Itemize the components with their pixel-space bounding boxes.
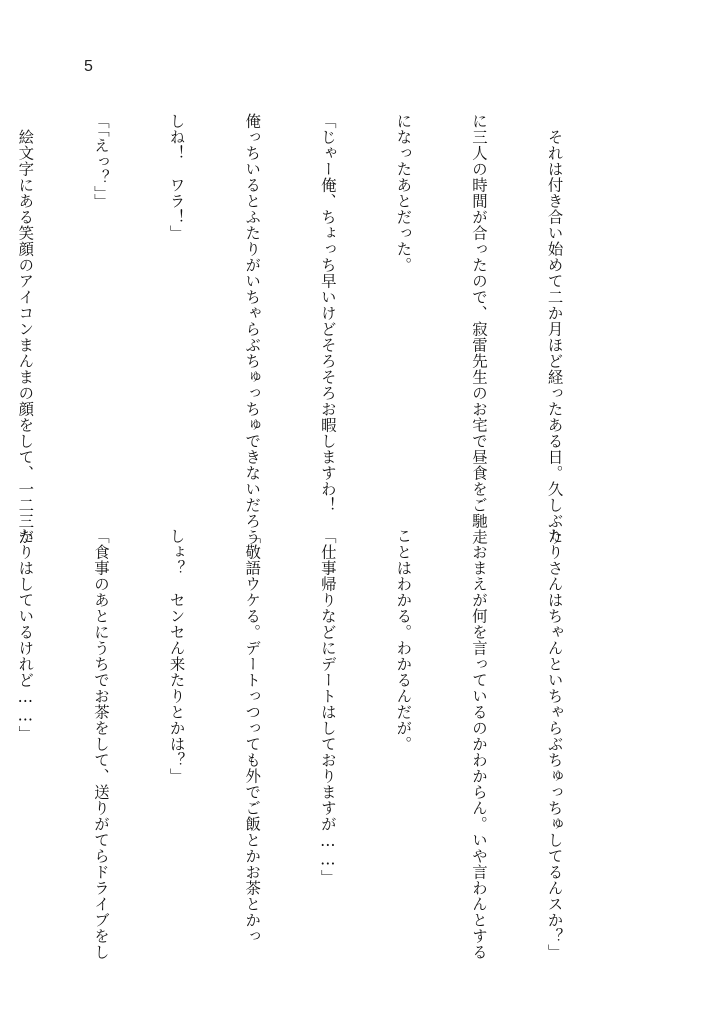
text-line: 「「えっ？」」 [91, 113, 110, 210]
text-line: 「食事のあとにうちでお茶をして、送りがてらドライブをし [91, 528, 110, 960]
text-line: ことはわかる。わかるんだが。 [394, 528, 413, 752]
text-line: 「仕事帰りなどにデートはしておりますが……」 [318, 528, 337, 886]
page-number: 5 [84, 58, 93, 75]
text-line: しょ？ センセん来たりとかは？」 [167, 528, 186, 784]
text-line: たりさんはちゃんといちゃらぶちゅっちゅしてるんスか？」 [545, 528, 564, 960]
text-line: それは付き合い始めて二か月ほど経ったある日。久しぶり [545, 113, 564, 545]
text-line: 「じゃー俺、ちょっち早いけどそろそろお暇しますわ！ [318, 113, 337, 513]
text-line: に三人の時間が合ったので、寂雷先生のお宅で昼食をご馳走 [469, 113, 488, 545]
text-line: しね！ ワラ！」 [167, 113, 186, 241]
text-line: 俺っちいるとふたりがいちゃらぶちゅっちゅできないだろう [243, 113, 262, 545]
text-line: 「敬語ウケる。デートっつっても外でご飯とかお茶とかっ [243, 528, 262, 944]
text-block-bottom [16, 528, 617, 960]
text-block-top [16, 113, 617, 545]
text-line: たりはしているけれど……」 [16, 528, 35, 742]
text-line: 絵文字にある笑顔のアイコンまんまの顔をして、一二三が [16, 113, 35, 545]
text-line: になったあとだった。 [394, 113, 413, 273]
text-line: おまえが何を言っているのかわからん。いや言わんとする [469, 528, 488, 960]
